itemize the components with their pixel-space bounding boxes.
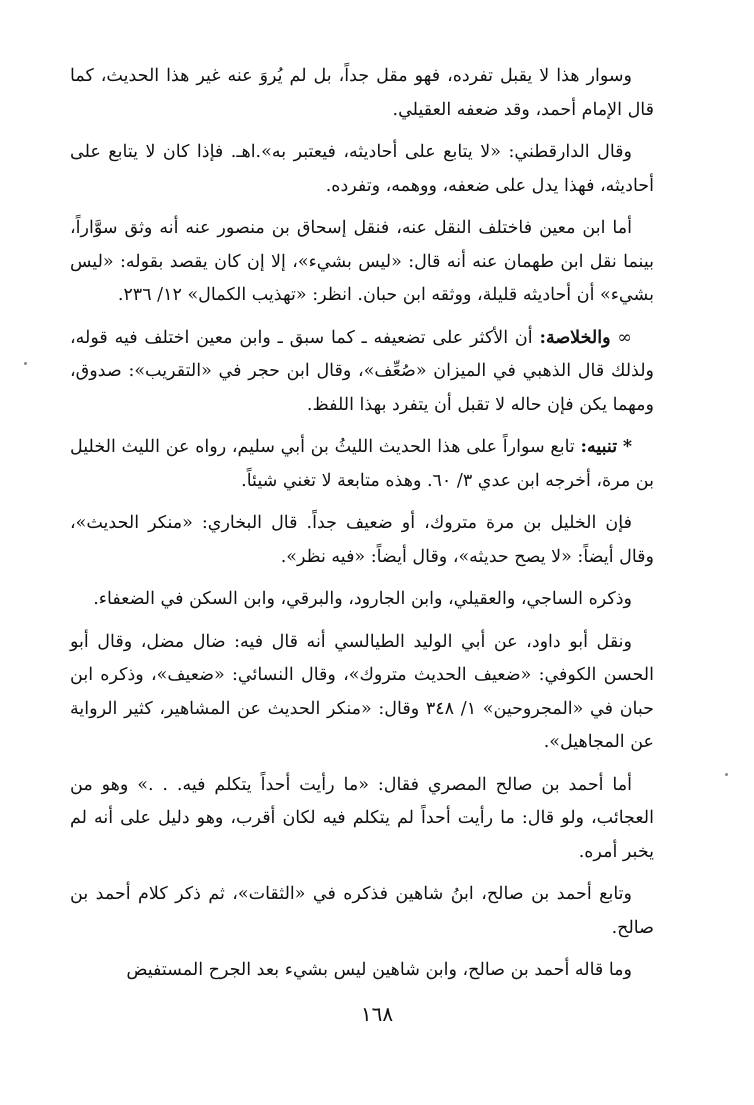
scan-speck — [725, 773, 728, 776]
paragraph: أما ابن معين فاختلف النقل عنه، فنقل إسحاق بن منصور عنه أنه وثق سوَّاراً، بينما نقل ابن طهمان عنه أنه قال: «ليس بشيء»، إلا إن كان يقصد بقوله: «ليس بشيء» أن أحاديثه قليلة، ووثقه ابن حبان. انظر: «تهذيب الكمال» ١٢/ ٢٣٦. — [70, 218, 654, 305]
conclusion-paragraph — [70, 322, 654, 423]
main-text — [70, 60, 654, 997]
infinity-icon: ∞ — [617, 327, 632, 348]
conclusion-heading: والخلاصة: — [539, 327, 611, 348]
paragraph: ونقل أبو داود، عن أبي الوليد الطيالسي أنه قال فيه: ضال مضل، وقال أبو الحسن الكوفي: «ضعيف الحديث متروك»، وقال النسائي: «ضعيف»، وذكره ابن حبان في «المجروحين» ١/ ٣٤٨ وقال: «منكر الحديث عن المشاهير، كثير الرواية عن المجاهيل». — [70, 631, 654, 752]
paragraph: فإن الخليل بن مرة متروك، أو ضعيف جداً. قال البخاري: «منكر الحديث»، وقال أيضاً: «لا يصح حديثه»، وقال أيضاً: «فيه نظر». — [70, 513, 654, 567]
page-number: ١٦٨ — [360, 1002, 394, 1026]
paragraph: وذكره الساجي، والعقيلي، وابن الجارود، والبرقي، وابن السكن في الضعفاء. — [93, 589, 632, 609]
note-paragraph — [70, 431, 654, 498]
conclusion-text: أن الأكثر على تضعيفه ـ كما سبق ـ وابن معين اختلف فيه قوله، ولذلك قال الذهبي في الميزان «صُعِّف»، وقال ابن حجر في «التقريب»: صدوق، ومهما يكن فإن حاله لا تقبل أن يتفرد بهذا اللفظ. — [70, 327, 654, 415]
asterisk-icon: * — [622, 437, 632, 457]
paragraph: وقال الدارقطني: «لا يتابع على أحاديثه، فيعتبر به».اهـ. فإذا كان لا يتابع على أحاديثه، فهذا يدل على ضعفه، ووهمه، وتفرده. — [70, 142, 654, 196]
note-text: تابع سواراً على هذا الحديث الليثُ بن أبي سليم، رواه عن الليث الخليل بن مرة، أخرجه ابن عدي ٣/ ٦٠. وهذه متابعة لا تغني شيئاً. — [70, 437, 654, 491]
paragraph: وتابع أحمد بن صالح، ابنُ شاهين فذكره في «الثقات»، ثم ذكر كلام أحمد بن صالح. — [70, 884, 654, 938]
paragraph: وما قاله أحمد بن صالح، وابن شاهين ليس بشيء بعد الجرح المستفيض — [126, 960, 632, 980]
paragraph: وسوار هذا لا يقبل تفرده، فهو مقل جداً، بل لم يُروَ عنه غير هذا الحديث، كما قال الإمام أحمد، وقد ضعفه العقيلي. — [70, 66, 654, 120]
scan-speck — [24, 362, 27, 365]
paragraph: أما أحمد بن صالح المصري فقال: «ما رأيت أحداً يتكلم فيه. . .» وهو من العجائب، ولو قال: ما رأيت أحداً لم يتكلم فيه لكان أقرب، وهو دليل على أنه لم يخبر أمره. — [70, 774, 654, 862]
note-heading: تنبيه: — [580, 437, 618, 457]
